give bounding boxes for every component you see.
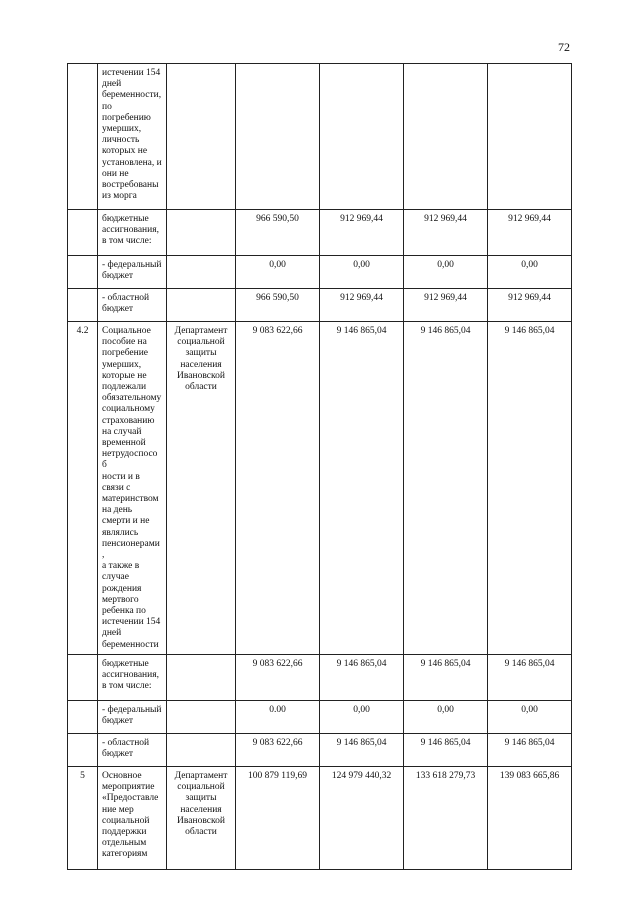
- amount-cell: 9 146 865,04: [488, 733, 572, 766]
- amount-cell: 100 879 119,69: [236, 766, 320, 869]
- amount-cell: 912 969,44: [404, 210, 488, 256]
- item-name-line: пенсионерами,: [102, 538, 160, 561]
- item-name-line: установлена, и: [102, 157, 162, 168]
- item-name-line: в том числе:: [102, 236, 152, 247]
- item-name-line: являлись: [102, 527, 139, 538]
- item-name-line: мертвого: [102, 594, 139, 605]
- amount-cell: 9 083 622,66: [236, 322, 320, 655]
- executor-cell: [167, 210, 236, 256]
- item-name-cell: [98, 322, 167, 655]
- amount-cell: [236, 64, 320, 210]
- item-name-line: Основное: [102, 770, 142, 781]
- item-name-line: беременности: [102, 639, 159, 650]
- item-name-cell: [98, 733, 167, 766]
- amount-cell: 0.00: [236, 700, 320, 733]
- item-name-line: в том числе:: [102, 681, 152, 692]
- table-row: [68, 766, 572, 869]
- amount-cell: 0,00: [488, 256, 572, 289]
- item-name-line: «Предоставле: [102, 793, 159, 804]
- amount-cell: 0,00: [320, 256, 404, 289]
- amount-cell: [488, 64, 572, 210]
- amount-cell: 912 969,44: [488, 289, 572, 322]
- item-name-line: бюджетные: [102, 658, 149, 669]
- row-number-cell: [68, 256, 98, 289]
- item-name-line: категориям: [102, 849, 148, 860]
- item-name-line: бюджет: [102, 304, 134, 315]
- item-name-line: поддержки: [102, 826, 147, 837]
- item-name-line: а также в: [102, 561, 140, 572]
- item-name-line: умерших,: [102, 124, 142, 135]
- item-name-line: связи с: [102, 482, 131, 493]
- item-name-line: бюджет: [102, 716, 134, 727]
- amount-cell: 9 146 865,04: [488, 654, 572, 700]
- item-name-line: ние мер: [102, 804, 134, 815]
- item-name-line: которых не: [102, 146, 148, 157]
- amount-cell: 133 618 279,73: [404, 766, 488, 869]
- item-name-cell: [98, 654, 167, 700]
- amount-cell: 9 083 622,66: [236, 733, 320, 766]
- amount-cell: 966 590,50: [236, 289, 320, 322]
- item-name-line: истечении 154: [102, 68, 161, 78]
- item-name-line: подлежали: [102, 382, 147, 393]
- table-row: [68, 289, 572, 322]
- executor-cell: [167, 733, 236, 766]
- amount-cell: 0,00: [404, 700, 488, 733]
- item-name-line: ассигнования,: [102, 670, 159, 681]
- executor-cell: [167, 289, 236, 322]
- row-number-cell: 4.2: [68, 322, 98, 655]
- item-name-line: - областной: [102, 737, 150, 748]
- table-row: [68, 322, 572, 655]
- amount-cell: 9 146 865,04: [320, 654, 404, 700]
- amount-cell: 912 969,44: [320, 210, 404, 256]
- row-number-cell: [68, 289, 98, 322]
- item-name-line: мероприятие: [102, 782, 155, 793]
- item-name-line: погребению: [102, 112, 151, 123]
- item-name-line: социальному: [102, 404, 155, 415]
- item-name-line: ности и в: [102, 471, 140, 482]
- amount-cell: [404, 64, 488, 210]
- row-number-cell: [68, 210, 98, 256]
- table-row: [68, 654, 572, 700]
- budget-table: [67, 63, 572, 870]
- item-name-line: на случай: [102, 426, 142, 437]
- item-name-line: умерших,: [102, 359, 142, 370]
- amount-cell: 0,00: [236, 256, 320, 289]
- amount-cell: 966 590,50: [236, 210, 320, 256]
- item-name-line: социальной: [102, 815, 150, 826]
- item-name-line: бюджет: [102, 271, 134, 282]
- item-name-line: пособие на: [102, 337, 147, 348]
- item-name-line: на день: [102, 505, 133, 516]
- item-name-line: востребованы: [102, 180, 159, 191]
- amount-cell: 139 083 665,86: [488, 766, 572, 869]
- item-name-line: по: [102, 101, 112, 112]
- item-name-line: Социальное: [102, 326, 151, 336]
- amount-cell: 124 979 440,32: [320, 766, 404, 869]
- item-name-line: временной: [102, 438, 146, 449]
- item-name-line: случае: [102, 572, 129, 583]
- item-name-line: - федеральный: [102, 704, 162, 715]
- amount-cell: 0,00: [488, 700, 572, 733]
- item-name-line: погребение: [102, 348, 149, 359]
- amount-cell: 9 146 865,04: [320, 733, 404, 766]
- amount-cell: 912 969,44: [488, 210, 572, 256]
- table-row: [68, 700, 572, 733]
- item-name-line: отдельным: [102, 838, 147, 849]
- amount-cell: 9 146 865,04: [404, 322, 488, 655]
- item-name-cell: [98, 64, 167, 210]
- item-name-cell: [98, 256, 167, 289]
- item-name-line: дней: [102, 628, 122, 639]
- item-name-line: беременности,: [102, 90, 162, 101]
- row-number-cell: [68, 654, 98, 700]
- row-number-cell: 5: [68, 766, 98, 869]
- item-name-line: смерти и не: [102, 516, 150, 527]
- item-name-line: - федеральный: [102, 260, 162, 270]
- item-name-line: нетрудоспособ: [102, 449, 158, 471]
- amount-cell: 912 969,44: [404, 289, 488, 322]
- item-name-cell: [98, 766, 167, 869]
- item-name-cell: [98, 700, 167, 733]
- executor-cell: [167, 654, 236, 700]
- page-number: 72: [558, 40, 570, 54]
- item-name-line: бюджетные: [102, 214, 149, 224]
- item-name-line: рождения: [102, 583, 142, 594]
- item-name-line: обязательному: [102, 393, 162, 404]
- table-row: [68, 210, 572, 256]
- item-name-line: - областной: [102, 293, 150, 303]
- item-name-line: они не: [102, 168, 129, 179]
- amount-cell: [320, 64, 404, 210]
- item-name-line: страхованию: [102, 415, 155, 426]
- amount-cell: 9 083 622,66: [236, 654, 320, 700]
- item-name-line: которые не: [102, 370, 147, 381]
- amount-cell: 9 146 865,04: [320, 322, 404, 655]
- item-name-line: личность: [102, 135, 140, 146]
- executor-cell: [167, 700, 236, 733]
- item-name-line: бюджет: [102, 749, 134, 760]
- executor-cell: [167, 64, 236, 210]
- row-number-cell: [68, 64, 98, 210]
- amount-cell: 9 146 865,04: [404, 654, 488, 700]
- amount-cell: 9 146 865,04: [404, 733, 488, 766]
- item-name-line: ассигнования,: [102, 225, 159, 236]
- item-name-cell: [98, 210, 167, 256]
- amount-cell: 912 969,44: [320, 289, 404, 322]
- executor-cell: Департамент социальной защиты населения Ивановской области: [167, 322, 236, 655]
- table-row: [68, 733, 572, 766]
- table-row: [68, 64, 572, 210]
- row-number-cell: [68, 700, 98, 733]
- row-number-cell: [68, 733, 98, 766]
- item-name-line: ребенка по: [102, 606, 146, 617]
- item-name-line: дней: [102, 79, 122, 90]
- amount-cell: 0,00: [404, 256, 488, 289]
- executor-cell: Департамент социальной защиты населения Ивановской области: [167, 766, 236, 869]
- item-name-line: материнством: [102, 494, 159, 505]
- amount-cell: 0,00: [320, 700, 404, 733]
- item-name-cell: [98, 289, 167, 322]
- table-row: [68, 256, 572, 289]
- item-name-line: истечении 154: [102, 617, 161, 628]
- executor-cell: [167, 256, 236, 289]
- item-name-line: из морга: [102, 191, 137, 202]
- amount-cell: 9 146 865,04: [488, 322, 572, 655]
